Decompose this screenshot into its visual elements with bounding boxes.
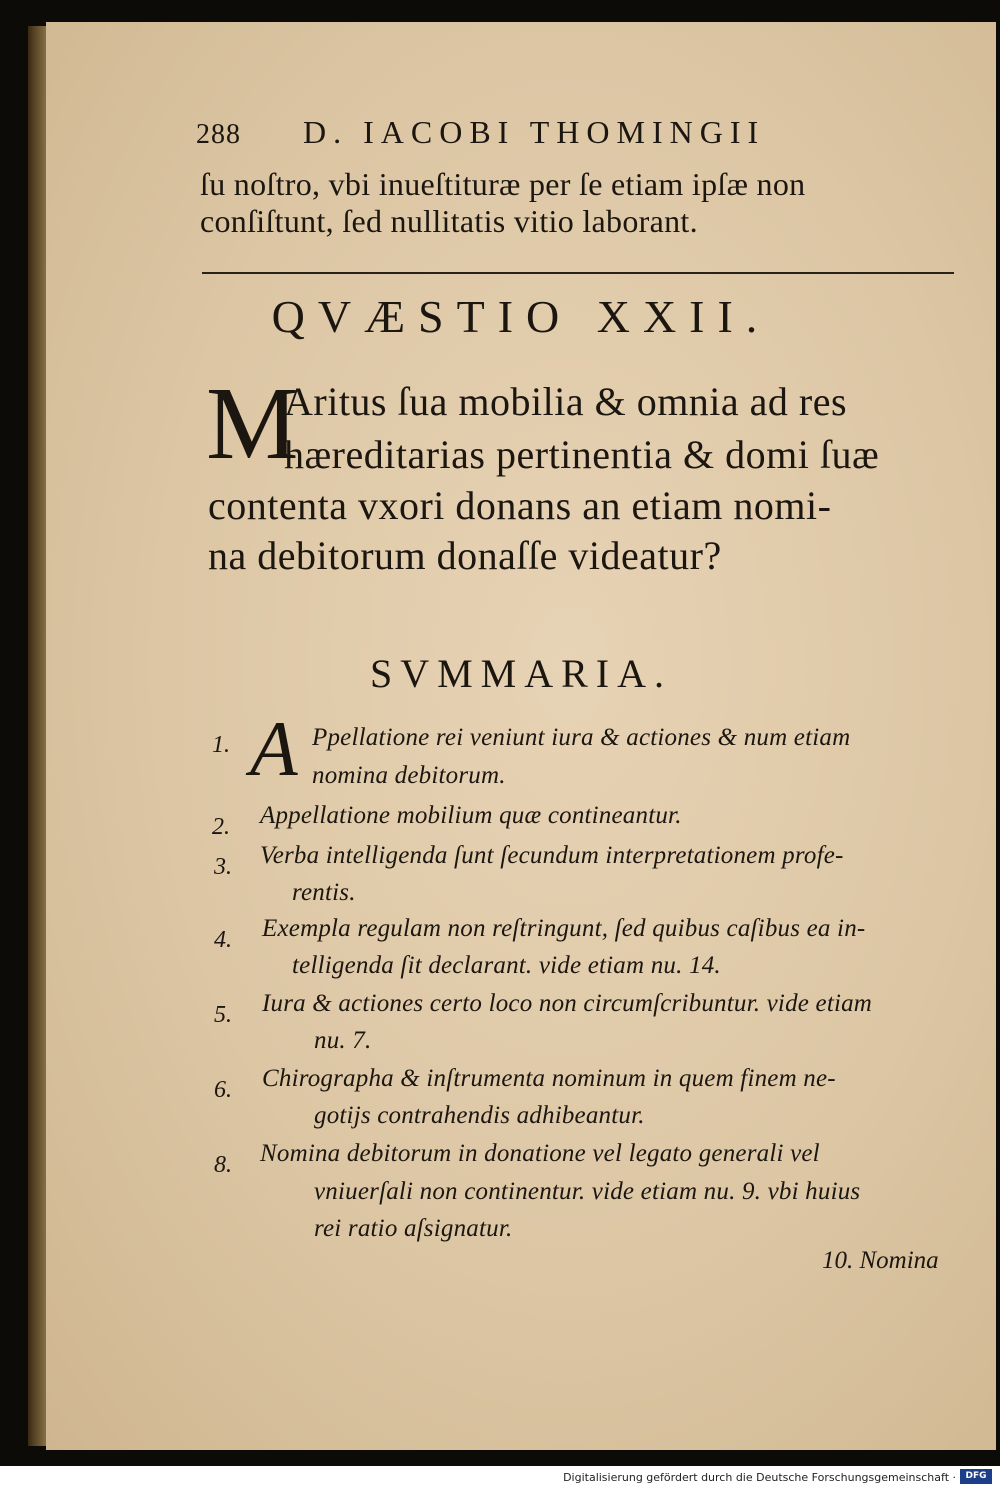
summary-number: 1.: [212, 732, 230, 758]
summary-line: Ppellatione rei veniunt iura & actiones & num etiam: [312, 724, 851, 751]
continuation-line: ſu noſtro, vbi inueſtituræ per ſe etiam ipſæ non: [200, 166, 806, 202]
section-rule: [202, 272, 954, 274]
summary-number: 5.: [214, 1002, 232, 1028]
digitization-credit: Digitalisierung gefördert durch die Deutsche Forschungsgemeinschaft ·: [563, 1471, 956, 1484]
question-line: Aritus ſua mobilia & omnia ad res: [284, 379, 848, 424]
question-line: hæreditarias pertinentia & domi ſuæ: [284, 432, 880, 477]
summary-line: nu. 7.: [314, 1027, 372, 1054]
summary-line: Verba intelligenda ſunt ſecundum interpretationem profe-: [260, 842, 844, 869]
dfg-logo-icon: DFG: [960, 1469, 992, 1484]
summary-line: Iura & actiones certo loco non circumſcribuntur. vide etiam: [262, 990, 873, 1017]
question-line: na debitorum donaſſe videatur?: [208, 533, 722, 578]
page-number: 288: [196, 119, 241, 150]
summary-line: vniuerſali non continentur. vide etiam nu. 9. vbi huius: [314, 1178, 861, 1205]
question-title: QVÆSTIO XXII.: [271, 291, 771, 342]
drop-cap: M: [206, 366, 299, 481]
summary-line: Exempla regulam non reſtringunt, ſed quibus caſibus ea in-: [262, 915, 866, 942]
summary-number: 6.: [214, 1077, 232, 1103]
question-line: contenta vxori donans an etiam nomi-: [208, 483, 832, 528]
summary-line: nomina debitorum.: [312, 762, 506, 789]
summary-line: gotijs contrahendis adhibeantur.: [314, 1102, 645, 1129]
summary-number: 4.: [214, 927, 232, 953]
summary-number: 2.: [212, 814, 230, 840]
summary-number: 8.: [214, 1152, 232, 1178]
continuation-line: conſiſtunt, ſed nullitatis vitio laborant.: [200, 203, 698, 239]
summary-line: Nomina debitorum in donatione vel legato generali vel: [260, 1140, 820, 1167]
running-title: D. IACOBI THOMINGII: [303, 114, 766, 150]
catchword: 10. Nomina: [822, 1247, 939, 1274]
running-head: [196, 114, 956, 151]
summary-line: rei ratio aſsignatur.: [314, 1215, 513, 1242]
summary-line: telligenda ſit declarant. vide etiam nu. 14.: [292, 952, 721, 979]
summary-line: rentis.: [292, 879, 356, 906]
summary-drop-cap: A: [250, 705, 298, 792]
book-page: [46, 22, 996, 1450]
summary-number: 3.: [214, 854, 232, 880]
summary-line: Appellatione mobilium quæ contineantur.: [260, 802, 682, 829]
summaria-heading: SVMMARIA.: [369, 651, 673, 696]
summary-line: Chirographa & inſtrumenta nominum in quem finem ne-: [262, 1065, 836, 1092]
